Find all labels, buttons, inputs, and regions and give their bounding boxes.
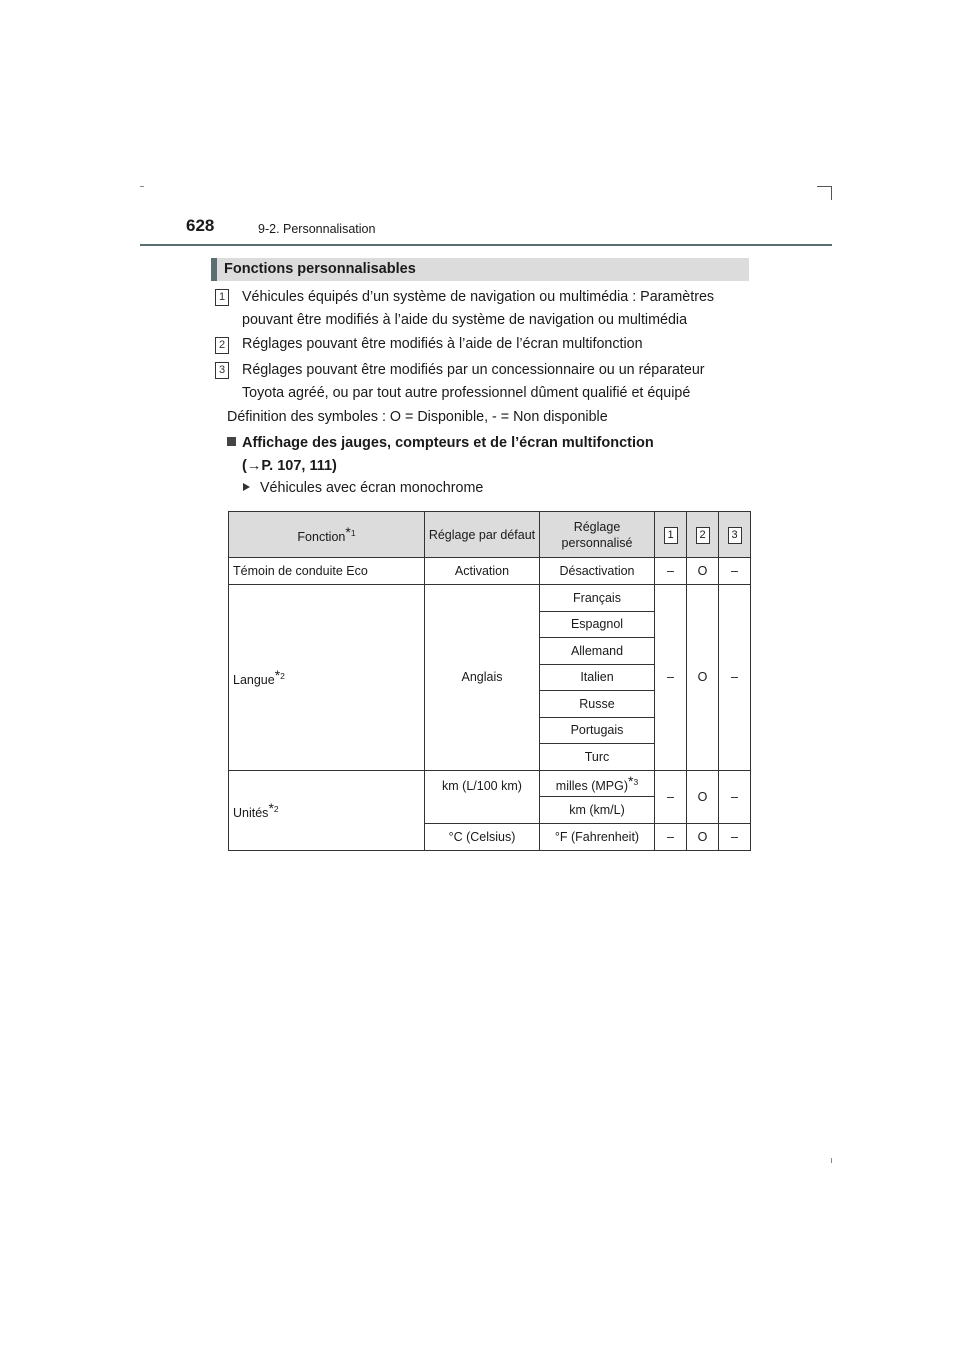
header-col-3 xyxy=(719,512,751,558)
cell-c3: – xyxy=(719,585,751,771)
cell-c3: – xyxy=(719,558,751,585)
section-title: 9-2. Personnalisation xyxy=(258,222,376,236)
box-title-text: Fonctions personnalisables xyxy=(224,261,416,277)
number-2-icon: 2 xyxy=(696,527,710,544)
item-1-text xyxy=(242,286,748,332)
cell-c2: O xyxy=(687,585,719,771)
cell-option: Turc xyxy=(540,744,655,771)
item-2-text: Réglages pouvant être modifiés à l’aide de l’écran multifonction xyxy=(242,336,643,352)
number-2-icon: 2 xyxy=(215,337,229,354)
cell-defaut: Activation xyxy=(425,558,540,585)
cell-c1: – xyxy=(655,558,687,585)
cell-option: Italien xyxy=(540,664,655,691)
square-bullet-icon xyxy=(227,437,236,446)
cell-option: milles (MPG)*$^3$ xyxy=(540,770,655,797)
cell-fonction: Témoin de conduite Eco xyxy=(229,558,425,585)
header-col-2 xyxy=(687,512,719,558)
cell-c1: – xyxy=(655,585,687,771)
cell-fonction: Langue*$^2$ xyxy=(229,585,425,771)
item-3-line2: Toyota agréé, ou par tout autre professionnel dûment qualifié et équipé xyxy=(242,385,691,401)
page-number: 628 xyxy=(186,216,215,235)
table-row xyxy=(229,558,751,585)
table-row xyxy=(229,585,751,612)
header-col-1 xyxy=(655,512,687,558)
section-heading xyxy=(227,432,654,478)
crop-mark xyxy=(140,186,144,187)
symbol-definition: Définition des symboles : O = Disponible, - = Non disponible xyxy=(227,409,608,425)
cell-option: Russe xyxy=(540,691,655,718)
cell-c3: – xyxy=(719,823,751,850)
cell-option: Français xyxy=(540,585,655,612)
crop-mark xyxy=(831,186,832,200)
cell-c2: O xyxy=(687,823,719,850)
cell-option: km (km/L) xyxy=(540,797,655,824)
cell-defaut: km (L/100 km) xyxy=(425,770,540,823)
item-3-text xyxy=(242,359,748,405)
header-perso: Réglage personnalisé xyxy=(540,512,655,558)
cell-fonction: Unités*$^2$ xyxy=(229,770,425,850)
item-1-line1: Véhicules équipés d’un système de navigation ou multimédia : Paramètres xyxy=(242,289,715,305)
cell-c1: – xyxy=(655,823,687,850)
number-3-icon: 3 xyxy=(215,362,229,379)
settings-table xyxy=(228,511,751,851)
table-row xyxy=(229,770,751,797)
cell-c2: O xyxy=(687,558,719,585)
crop-mark xyxy=(817,186,832,187)
header-defaut: Réglage par défaut xyxy=(425,512,540,558)
cell-perso: Désactivation xyxy=(540,558,655,585)
item-3-line1: Réglages pouvant être modifiés par un concessionnaire ou un réparateur xyxy=(242,362,705,378)
subheading xyxy=(243,480,483,496)
number-3-icon: 3 xyxy=(728,527,742,544)
cell-defaut: °C (Celsius) xyxy=(425,823,540,850)
box-title-bar xyxy=(211,258,217,281)
item-1-line2: pouvant être modifiés à l’aide du système de navigation ou multimédia xyxy=(242,312,688,328)
heading-line1: Affichage des jauges, compteurs et de l’écran multifonction xyxy=(242,435,654,451)
cell-option: Allemand xyxy=(540,638,655,665)
header-fonction: Fonction*$^1$ xyxy=(229,512,425,558)
header-rule xyxy=(140,244,832,246)
table-header-row xyxy=(229,512,751,558)
cell-option: Espagnol xyxy=(540,611,655,638)
cell-c3: – xyxy=(719,770,751,823)
cell-c2: O xyxy=(687,770,719,823)
cell-perso: °F (Fahrenheit) xyxy=(540,823,655,850)
box-title xyxy=(211,258,749,281)
subheading-text: Véhicules avec écran monochrome xyxy=(260,480,484,496)
cell-c1: – xyxy=(655,770,687,823)
crop-mark xyxy=(831,1158,832,1163)
cell-option: Portugais xyxy=(540,717,655,744)
triangle-bullet-icon xyxy=(243,483,250,491)
number-1-icon: 1 xyxy=(215,289,229,306)
cell-defaut: Anglais xyxy=(425,585,540,771)
number-1-icon: 1 xyxy=(664,527,678,544)
heading-page-ref: (→P. 107, 111) xyxy=(242,458,337,474)
